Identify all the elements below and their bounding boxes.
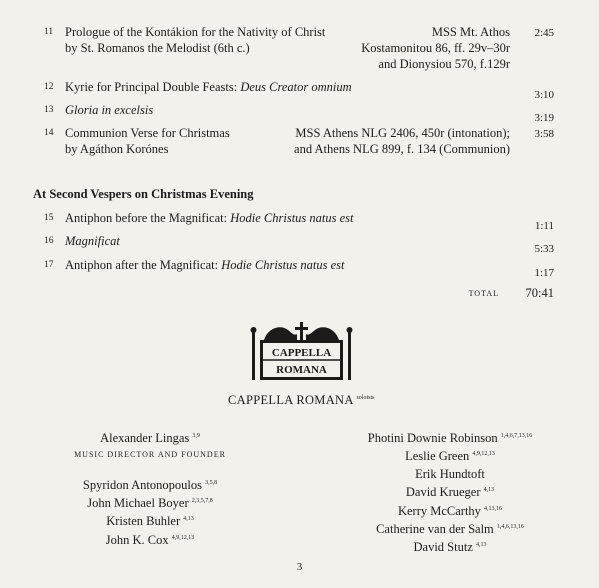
member-tracks: 3,5,8 bbox=[205, 480, 218, 487]
ensemble-name: CAPPELLA ROMANA bbox=[228, 393, 354, 407]
track-source-line: Kostamonitou 86, ff. 29v–30r bbox=[361, 41, 510, 55]
personnel-right-column bbox=[300, 428, 599, 555]
track-title-line: Prologue of the Kontákion for the Nativity of Christ bbox=[65, 25, 326, 39]
soloist bbox=[0, 493, 300, 511]
member-tracks: 1,4,6,7,13,16 bbox=[500, 433, 533, 439]
soloist bbox=[300, 446, 599, 464]
track-source-line: and Athens NLG 899, f. 134 (Communion) bbox=[294, 142, 510, 156]
member-name: Kristen Buhler bbox=[106, 514, 181, 529]
member-name: David Stutz bbox=[413, 540, 473, 555]
member-tracks: 4,13 bbox=[183, 516, 194, 523]
track-duration: 5:33 bbox=[534, 243, 554, 255]
track-duration: 3:58 bbox=[534, 128, 554, 140]
track-title-line: Communion Verse for Christmas bbox=[65, 126, 230, 140]
track-title-line: by Agáthon Korónes bbox=[65, 142, 169, 156]
track-source-line: MSS Mt. Athos bbox=[431, 25, 510, 39]
member-name: David Krueger bbox=[405, 485, 481, 500]
soloist bbox=[0, 530, 300, 548]
soloist bbox=[300, 464, 599, 482]
track-title-plain: Antiphon after the Magnificat: bbox=[65, 258, 222, 272]
member-tracks: 4,9,12,13 bbox=[472, 451, 495, 458]
track-title bbox=[65, 210, 354, 227]
track-title-italic: Magnificat bbox=[65, 234, 120, 248]
track-title-italic: Hodie Christus natus est bbox=[221, 258, 345, 272]
track-title-italic: Deus Creator omnium bbox=[240, 80, 352, 94]
ensemble-heading bbox=[228, 393, 374, 408]
member-tracks: 4,13 bbox=[483, 487, 495, 494]
track-duration: 3:10 bbox=[534, 89, 554, 101]
member-tracks: 1,4,6,13,16 bbox=[496, 523, 524, 530]
track-title bbox=[65, 257, 344, 274]
cappella-romana-logo bbox=[250, 318, 353, 382]
track-duration: 3:19 bbox=[534, 112, 554, 124]
total-label: TOTAL bbox=[468, 289, 499, 298]
logo-line-1: CAPPELLA bbox=[271, 347, 332, 359]
soloist bbox=[0, 475, 300, 493]
soloist bbox=[0, 511, 300, 529]
ensemble-suffix: soloists bbox=[356, 394, 375, 401]
track-title bbox=[65, 79, 352, 96]
member-name: Erik Hundtoft bbox=[415, 467, 485, 482]
logo-line-2: ROMANA bbox=[276, 364, 327, 376]
member-name: John K. Cox bbox=[105, 532, 169, 547]
track-number: 12 bbox=[44, 82, 54, 92]
director-role: MUSIC DIRECTOR AND FOUNDER bbox=[74, 450, 226, 460]
soloist bbox=[300, 501, 599, 519]
member-tracks: 3,9 bbox=[192, 433, 200, 439]
track-duration: 1:17 bbox=[534, 267, 554, 279]
track-duration: 1:11 bbox=[534, 220, 554, 232]
soloist bbox=[300, 482, 599, 500]
member-tracks: 2,3,5,7,8 bbox=[191, 498, 213, 505]
member-name: Leslie Green bbox=[405, 449, 470, 464]
member-tracks: 4,9,12,13 bbox=[171, 534, 195, 541]
track-source-line: MSS Athens NLG 2406, 450r (intonation); bbox=[295, 126, 510, 140]
track-number: 14 bbox=[44, 128, 54, 138]
member-name: Catherine van der Salm bbox=[376, 521, 494, 536]
section-heading: At Second Vespers on Christmas Evening bbox=[33, 187, 254, 201]
track-number: 15 bbox=[44, 213, 54, 223]
track-number: 11 bbox=[44, 27, 54, 37]
soloist bbox=[300, 428, 599, 446]
soloist bbox=[300, 519, 599, 537]
page-number: 3 bbox=[296, 561, 303, 573]
track-duration: 2:45 bbox=[534, 27, 554, 39]
track-number: 16 bbox=[44, 236, 54, 246]
total-duration: 70:41 bbox=[525, 286, 554, 300]
member-name: Kerry McCarthy bbox=[397, 503, 481, 518]
member-tracks: 4,13 bbox=[476, 541, 487, 548]
soloist bbox=[300, 537, 599, 555]
member-name: Spyridon Antonopoulos bbox=[82, 478, 202, 493]
personnel-left-column bbox=[0, 428, 300, 548]
member-name: John Michael Boyer bbox=[87, 496, 189, 511]
member-name: Photini Downie Robinson bbox=[367, 431, 498, 446]
track-source-line: and Dionysiou 570, f.129r bbox=[378, 57, 510, 71]
member-name: Alexander Lingas bbox=[100, 431, 190, 446]
director-name bbox=[0, 428, 300, 446]
track-title-plain: Antiphon before the Magnificat: bbox=[65, 211, 231, 225]
track-title-plain: Kyrie for Principal Double Feasts: bbox=[65, 80, 241, 94]
track-title-line: by St. Romanos the Melodist (6th c.) bbox=[65, 41, 250, 55]
track-number: 13 bbox=[44, 105, 54, 115]
member-tracks: 4,13,16 bbox=[484, 505, 503, 512]
track-title-italic: Hodie Christus natus est bbox=[230, 211, 354, 225]
track-number: 17 bbox=[44, 260, 54, 270]
track-title-italic: Gloria in excelsis bbox=[65, 103, 154, 117]
